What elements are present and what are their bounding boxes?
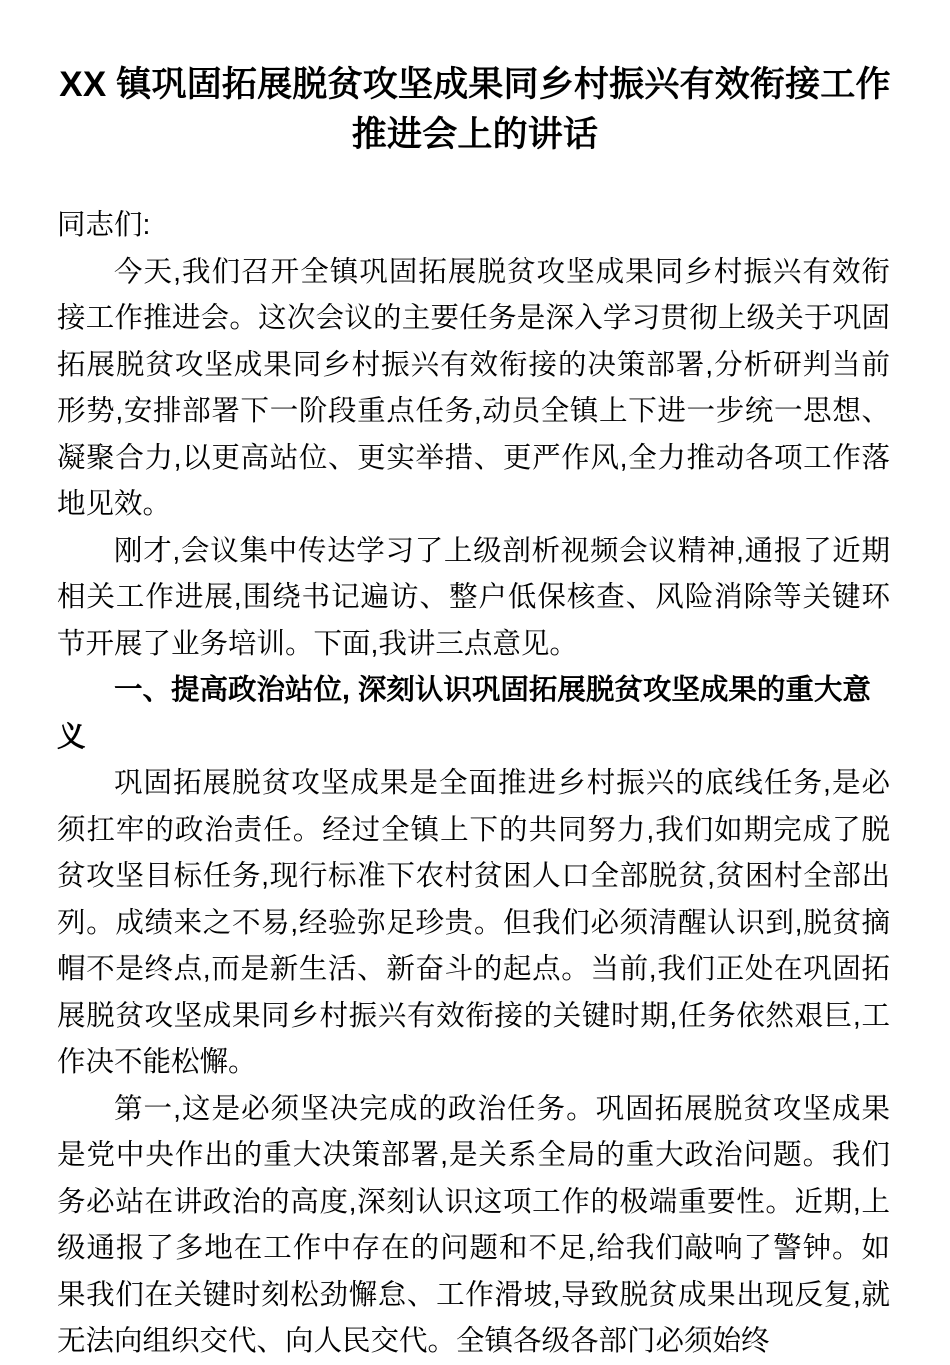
paragraph-1: 今天,我们召开全镇巩固拓展脱贫攻坚成果同乡村振兴有效衔接工作推进会。这次会议的主要任务是深入学习贯彻上级关于巩固拓展脱贫攻坚成果同乡村振兴有效衔接的决策部署,分析研判当前形势,安排部署下一阶段重点任务,动员全镇上下进一步统一思想、凝聚合力,以更高站位、更实举措、更严作风,全力推动各项工作落地见效。	[57, 255, 890, 520]
paragraph-2: 刚才,会议集中传达学习了上级剖析视频会议精神,通报了近期相关工作进展,围绕书记遍访、整户低保核查、风险消除等关键环节开展了业务培训。下面,我讲三点意见。	[57, 534, 890, 660]
document-title: XX 镇巩固拓展脱贫攻坚成果同乡村振兴有效衔接工作推进会上的讲话	[59, 65, 891, 154]
paragraph-3: 巩固拓展脱贫攻坚成果是全面推进乡村振兴的底线任务,是必须扛牢的政治责任。经过全镇上下的共同努力,我们如期完成了脱贫攻坚目标任务,现行标准下农村贫困人口全部脱贫,贫困村全部出列。成绩来之不易,经验弥足珍贵。但我们必须清醒认识到,脱贫摘帽不是终点,而是新生活、新奋斗的起点。当前,我们正处在巩固拓展脱贫攻坚成果同乡村振兴有效衔接的关键时期,任务依然艰巨,工作决不能松懈。	[57, 767, 890, 1078]
paragraph-4: 第一,这是必须坚决完成的政治任务。巩固拓展脱贫攻坚成果是党中央作出的重大决策部署,是关系全局的重大政治问题。我们务必站在讲政治的高度,深刻认识这项工作的极端重要性。近期,上级通报了多地在工作中存在的问题和不足,给我们敲响了警钟。如果我们在关键时刻松劲懈怠、工作滑坡,导致脱贫成果出现反复,就无法向组织交代、向人民交代。全镇各级各部门必须始终	[57, 1092, 890, 1357]
section-heading-1: 一、提高政治站位, 深刻认识巩固拓展脱贫攻坚成果的重大意义	[57, 674, 871, 753]
document-body	[0, 202, 950, 1365]
salutation: 同志们:	[57, 209, 151, 241]
